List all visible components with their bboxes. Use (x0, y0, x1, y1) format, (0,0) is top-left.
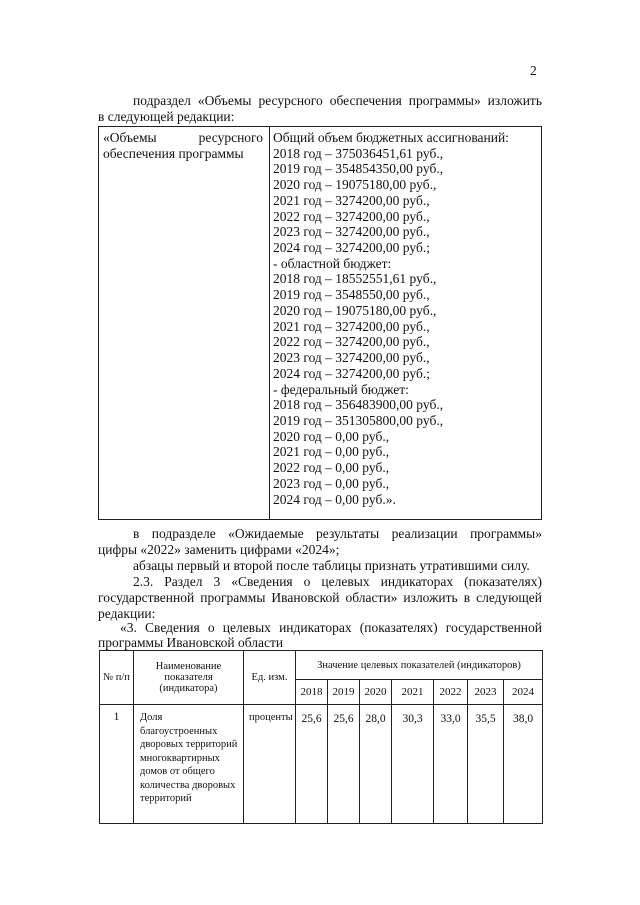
resource-line: 2021 год – 3274200,00 руб., (273, 318, 430, 334)
resource-label-line-1: «Объемы ресурсного (103, 130, 263, 145)
resource-values (273, 130, 509, 507)
resource-label-line-2: обеспечения программы (103, 146, 244, 162)
page-number: 2 (530, 63, 537, 78)
resource-line: - федеральный бюджет: (273, 381, 409, 397)
section-3-title-line-2: программы Ивановской области (98, 635, 284, 650)
intro-line-1: подраздел «Объемы ресурсного обеспечения программы» изложить (133, 93, 542, 108)
header-year: 2022 (434, 680, 468, 705)
header-unit: Ед. изм. (244, 651, 296, 705)
paragraphs-void-line: абзацы первый и второй после таблицы признать утратившими силу. (133, 558, 530, 573)
table-row (100, 705, 543, 824)
resource-line: 2022 год – 0,00 руб., (273, 460, 390, 476)
row-num: 1 (100, 705, 134, 824)
row-name: Доля благоустроенных дворовых территорий многоквартирных домов от общего количества дворовых территорий (134, 705, 244, 824)
resource-line: 2024 год – 0,00 руб.». (273, 491, 396, 507)
resource-line: 2021 год – 0,00 руб., (273, 444, 390, 460)
resource-line: 2023 год – 3274200,00 руб., (273, 350, 430, 366)
expected-results-line-2: цифры «2022» заменить цифрами «2024»; (98, 542, 340, 557)
resource-volume-table (98, 126, 542, 520)
row-value: 38,0 (504, 705, 543, 824)
row-value: 35,5 (468, 705, 504, 824)
resource-line: 2019 год – 3548550,00 руб., (273, 287, 430, 303)
row-value: 25,6 (296, 705, 328, 824)
header-year: 2020 (360, 680, 392, 705)
intro-line-2: в следующей редакции: (98, 109, 235, 124)
header-num: № п/п (100, 651, 134, 705)
header-name: Наименование показателя (индикатора) (134, 651, 244, 705)
row-value: 28,0 (360, 705, 392, 824)
row-value: 25,6 (328, 705, 360, 824)
resource-line: 2019 год – 354854350,00 руб., (273, 161, 444, 177)
resource-line: 2020 год – 19075180,00 руб., (273, 177, 437, 193)
resource-line: 2018 год – 375036451,61 руб., (273, 145, 444, 161)
row-unit: проценты (244, 705, 296, 824)
resource-line: 2018 год – 356483900,00 руб., (273, 397, 444, 413)
row-value: 30,3 (392, 705, 434, 824)
resource-line: 2020 год – 0,00 руб., (273, 428, 390, 444)
resource-line: 2024 год – 3274200,00 руб.; (273, 365, 430, 381)
row-value: 33,0 (434, 705, 468, 824)
header-year: 2023 (468, 680, 504, 705)
header-year: 2021 (392, 680, 434, 705)
table-column-divider (269, 127, 270, 519)
resource-line: 2024 год – 3274200,00 руб.; (273, 240, 430, 256)
header-values: Значение целевых показателей (индикаторов) (296, 651, 543, 680)
resource-line: 2023 год – 3274200,00 руб., (273, 224, 430, 240)
resource-line: 2019 год – 351305800,00 руб., (273, 412, 444, 428)
resource-line: 2020 год – 19075180,00 руб., (273, 302, 437, 318)
resource-line: 2018 год – 18552551,61 руб., (273, 271, 437, 287)
section-2-3-line-1: 2.3. Раздел 3 «Сведения о целевых индикаторах (показателях) (133, 574, 542, 589)
header-year: 2024 (504, 680, 543, 705)
section-3-title-line-1: «3. Сведения о целевых индикаторах (показателях) государственной (120, 620, 542, 635)
resource-line: Общий объем бюджетных ассигнований: (273, 130, 509, 145)
resource-line: 2022 год – 3274200,00 руб., (273, 334, 430, 350)
header-year: 2019 (328, 680, 360, 705)
resource-line: 2023 год – 0,00 руб., (273, 475, 390, 491)
resource-label (103, 130, 263, 163)
expected-results-line-1: в подразделе «Ожидаемые результаты реализации программы» (133, 526, 542, 541)
resource-line: - областной бюджет: (273, 255, 392, 271)
resource-line: 2021 год – 3274200,00 руб., (273, 192, 430, 208)
header-year: 2018 (296, 680, 328, 705)
section-2-3-line-2: государственной программы Ивановской области» изложить в следующей (98, 590, 542, 605)
indicators-table (99, 650, 543, 824)
section-2-3-line-3: редакции: (98, 606, 156, 621)
resource-line: 2022 год – 3274200,00 руб., (273, 208, 430, 224)
